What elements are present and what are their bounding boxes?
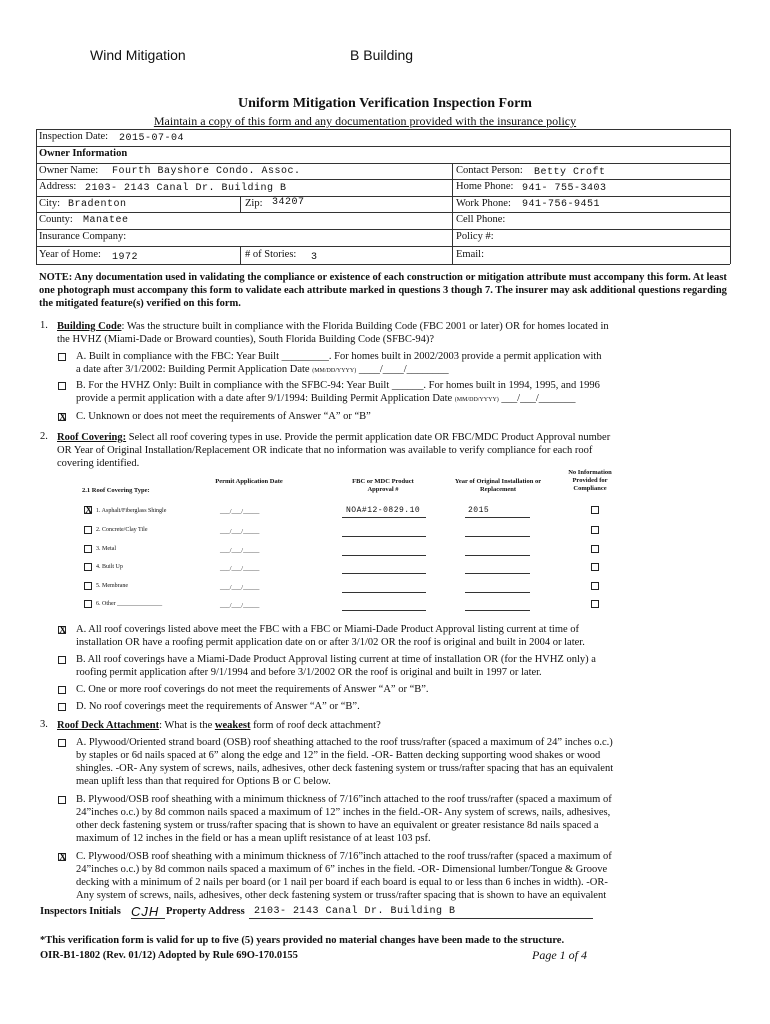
no-info-checkbox[interactable] [591, 600, 599, 608]
form-subtitle: Maintain a copy of this form and any documentation provided with the insurance policy [153, 114, 577, 128]
county-field[interactable]: Manatee [83, 215, 129, 226]
owner-info-heading: Owner Information [39, 148, 128, 159]
email-label: Email: [456, 249, 484, 260]
address-label: Address: [39, 181, 77, 192]
no-info-checkbox[interactable] [591, 545, 599, 553]
q3-option-c-checkbox[interactable]: X [59, 852, 67, 863]
zip-label: Zip: [245, 198, 263, 209]
inspection-date-label: Inspection Date: [39, 131, 109, 142]
year-of-home-field[interactable]: 1972 [112, 252, 139, 263]
form-id: OIR-B1-1802 (Rev. 01/12) Adopted by Rule 69O-170.0155 [40, 950, 298, 961]
owner-name-label: Owner Name: [39, 165, 99, 176]
inspector-initials-label: Inspectors Initials [40, 906, 121, 917]
county-label: County: [39, 214, 73, 225]
q3-heading: Roof Deck Attachment [57, 720, 160, 731]
roof-type-checkbox[interactable] [84, 563, 92, 571]
validity-note: *This verification form is valid for up to five (5) years provided no material changes have been made to the structure. [40, 935, 565, 946]
city-label: City: [39, 198, 61, 209]
q1-option-c-checkbox[interactable]: X [59, 412, 67, 423]
zip-field[interactable]: 34207 [272, 197, 305, 208]
q2-option-c-checkbox[interactable] [58, 686, 66, 694]
q2-option-b-checkbox[interactable] [58, 656, 66, 664]
q1-option-a-checkbox[interactable] [58, 353, 66, 361]
q1-heading: Building Code [57, 321, 122, 332]
contact-person-field[interactable]: Betty Croft [534, 167, 606, 178]
roof-type-checkbox[interactable] [84, 600, 92, 608]
q3-option-b-checkbox[interactable] [58, 796, 66, 804]
owner-name-field[interactable]: Fourth Bayshore Condo. Assoc. [112, 166, 301, 177]
no-info-checkbox[interactable] [591, 526, 599, 534]
q2-heading: Roof Covering: [57, 432, 127, 443]
stories-label: # of Stories: [245, 249, 297, 260]
insurance-company-label: Insurance Company: [39, 231, 127, 242]
col-roof-type: 2.1 Roof Covering Type: [82, 487, 150, 494]
col-year-install: Year of Original Installation or Replacement [454, 478, 542, 493]
year-of-home-label: Year of Home: [39, 249, 101, 260]
q2-option-a-checkbox[interactable]: X [59, 625, 67, 636]
city-field[interactable]: Bradenton [68, 199, 127, 210]
inspection-date-field[interactable]: 2015-07-04 [119, 133, 185, 144]
q1-option-b-checkbox[interactable] [58, 382, 66, 390]
contact-person-label: Contact Person: [456, 165, 523, 176]
col-permit-date: Permit Application Date [215, 478, 283, 485]
no-info-checkbox[interactable] [591, 563, 599, 571]
q3-option-a-checkbox[interactable] [58, 739, 66, 747]
stories-field[interactable]: 3 [311, 252, 318, 263]
q2-option-d-checkbox[interactable] [58, 703, 66, 711]
no-info-checkbox[interactable] [591, 506, 599, 514]
handwritten-note-left: Wind Mitigation [90, 47, 186, 63]
page-number: Page 1 of 4 [532, 948, 587, 962]
address-field[interactable]: 2103- 2143 Canal Dr. Building B [85, 183, 287, 194]
roof-type-checkbox[interactable] [84, 582, 92, 590]
work-phone-field[interactable]: 941-756-9451 [522, 199, 601, 210]
cell-phone-label: Cell Phone: [456, 214, 506, 225]
property-address-label: Property Address [166, 906, 245, 917]
col-fbc-approval: FBC or MDC Product Approval # [352, 478, 414, 493]
home-phone-label: Home Phone: [456, 181, 514, 192]
roof-type-checkbox[interactable]: X [85, 505, 93, 516]
home-phone-field[interactable]: 941- 755-3403 [522, 183, 607, 194]
handwritten-note-right: B Building [350, 47, 414, 63]
property-address-field[interactable]: 2103- 2143 Canal Dr. Building B [254, 906, 456, 917]
documentation-note: NOTE: Any documentation used in validating the compliance or existence of each construction or mitigation attribute must accompany this form. At least one photograph must accompany this form to validate each attribute marked in questions 3 though 7. The insurer may ask additional questions regarding the mitigated feature(s) verified on this form. [39, 272, 727, 309]
inspector-initials-field[interactable]: CJH [131, 904, 160, 919]
policy-number-label: Policy #: [456, 231, 494, 242]
col-no-info: No Information Provided for Compliance [568, 469, 612, 492]
roof-type-checkbox[interactable] [84, 545, 92, 553]
work-phone-label: Work Phone: [456, 198, 511, 209]
roof-type-checkbox[interactable] [84, 526, 92, 534]
form-title: Uniform Mitigation Verification Inspection Form [238, 96, 532, 111]
no-info-checkbox[interactable] [591, 582, 599, 590]
